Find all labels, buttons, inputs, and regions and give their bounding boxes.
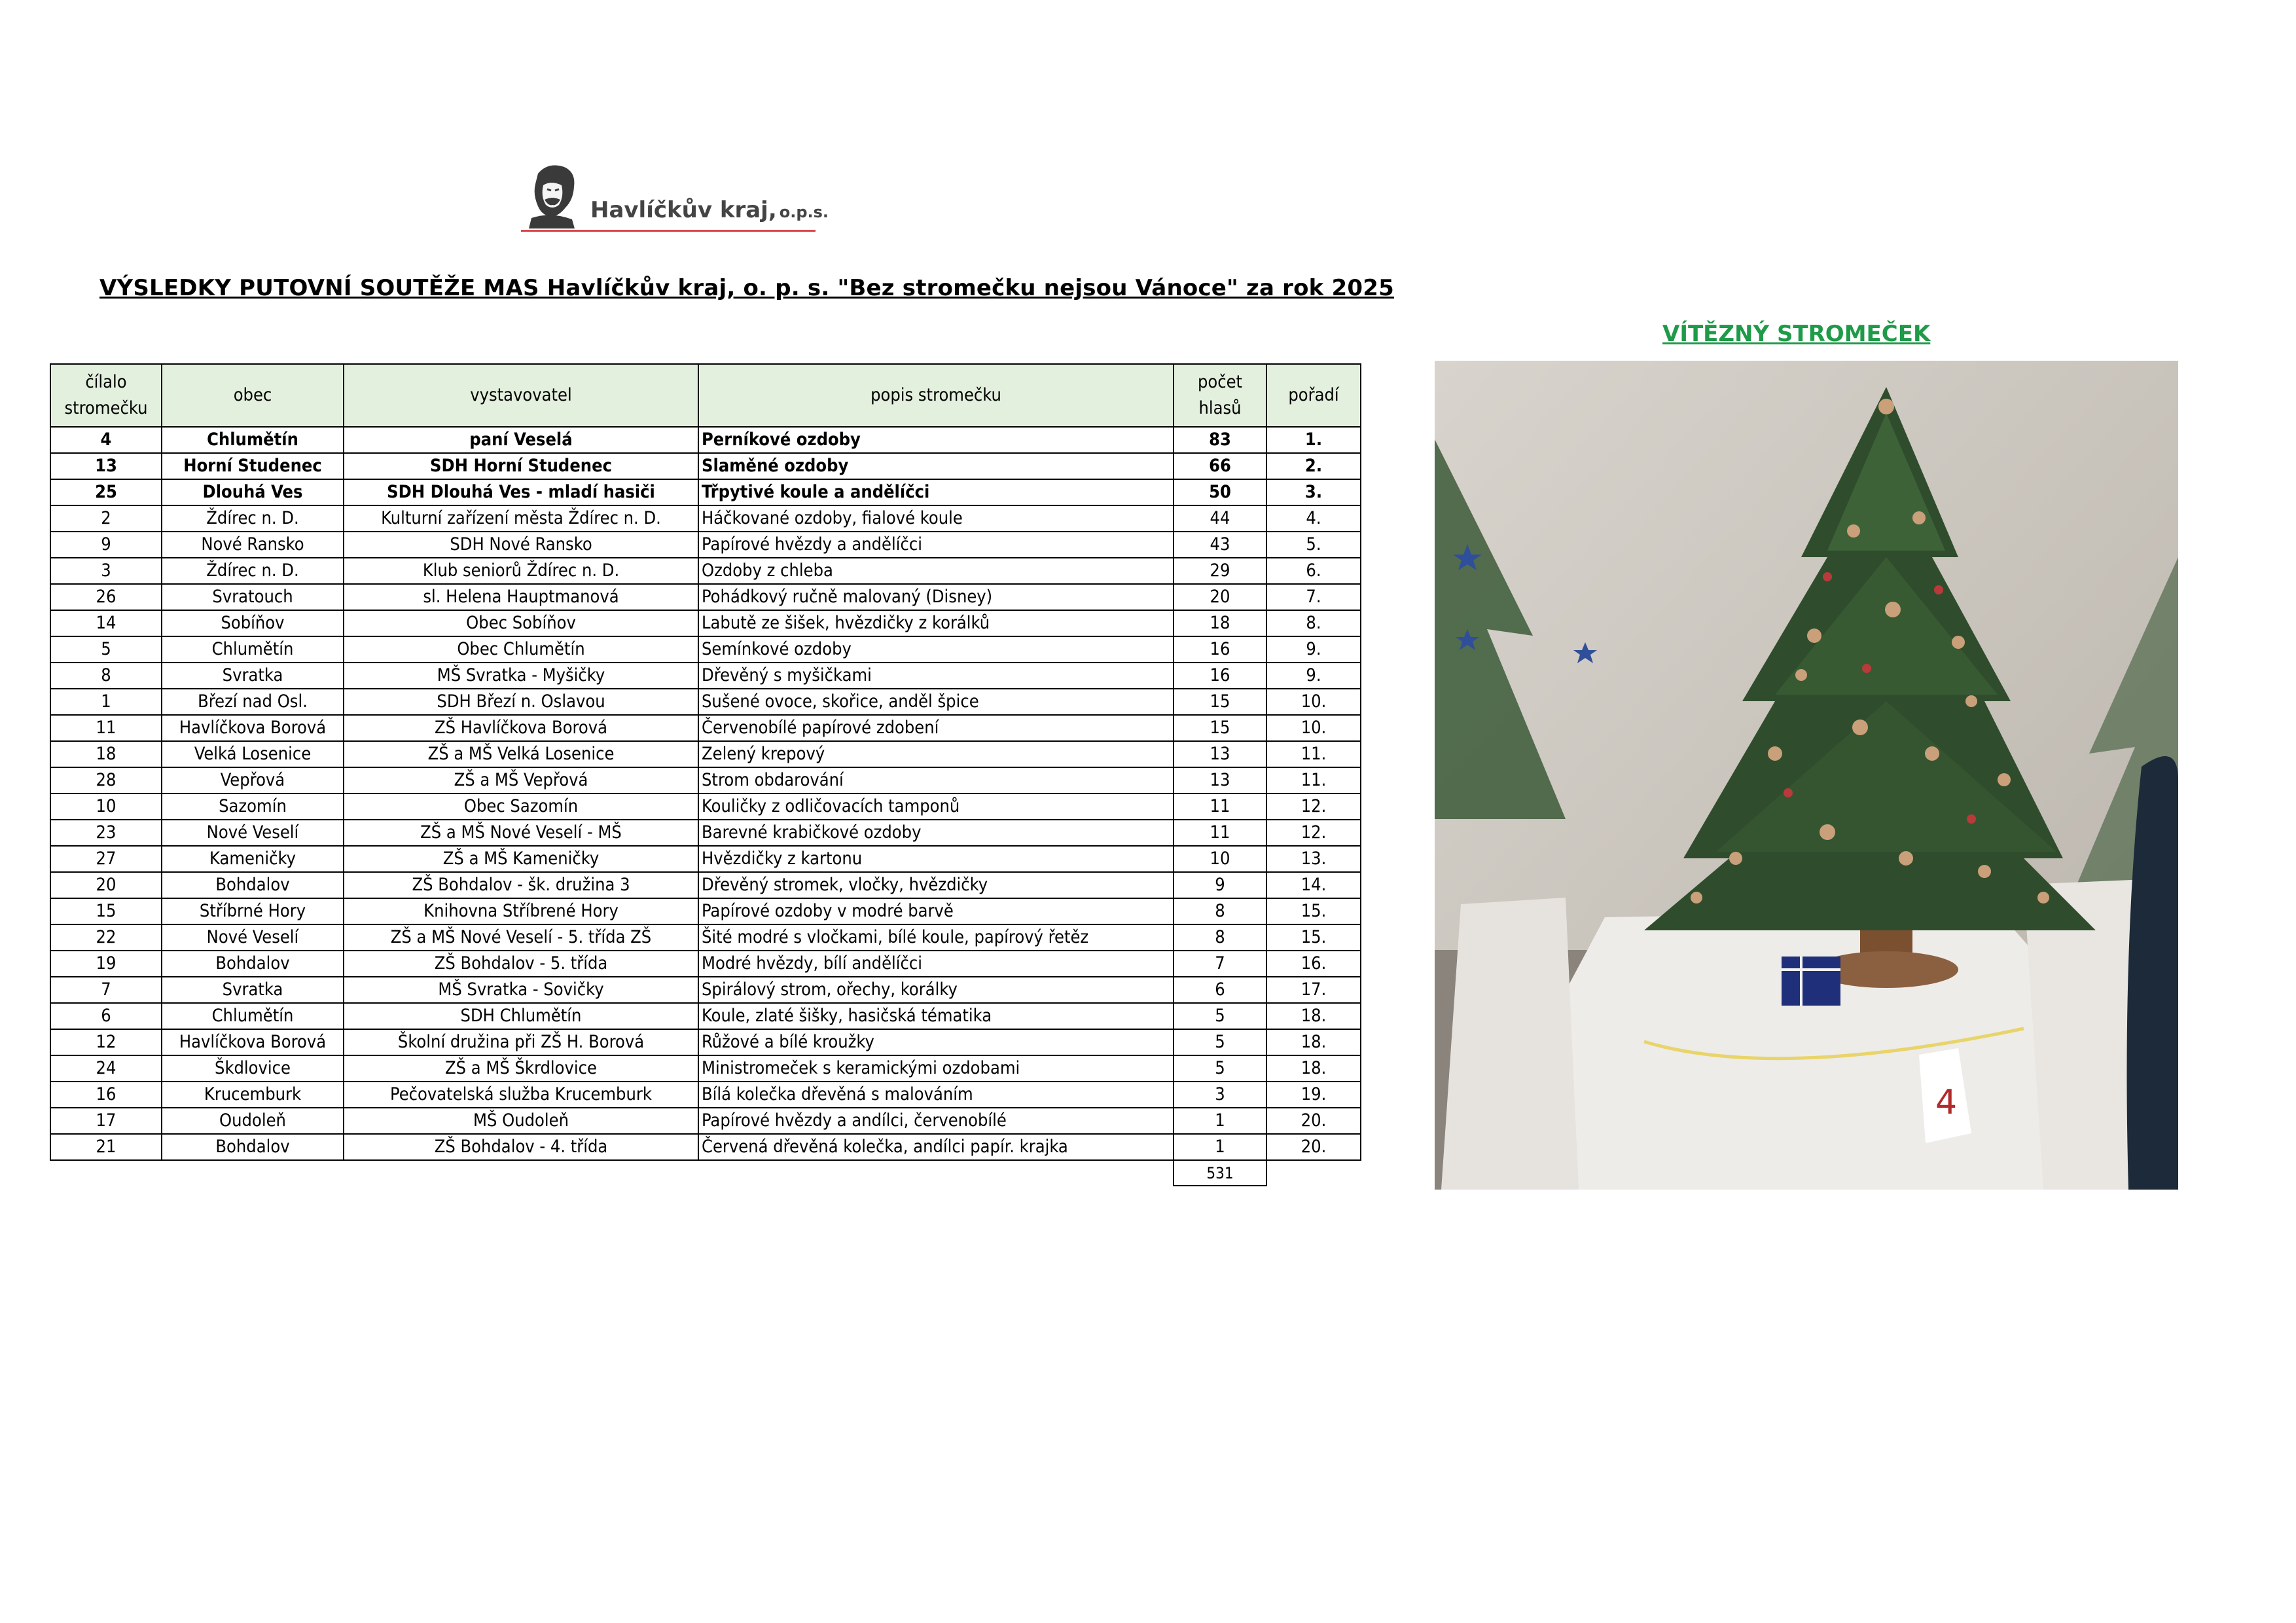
table-row xyxy=(50,898,1361,924)
table-row xyxy=(50,505,1361,532)
cell-popis: Bílá kolečka dřevěná s malováním xyxy=(698,1082,1174,1108)
table-row xyxy=(50,977,1361,1003)
logo-underline xyxy=(521,230,816,232)
cell-vystavovatel: Obec Chlumětín xyxy=(344,636,698,663)
cell-poradi: 15. xyxy=(1266,924,1361,951)
cell-vystavovatel: SDH Chlumětín xyxy=(344,1003,698,1029)
table-header-row xyxy=(50,364,1361,427)
cell-vystavovatel: SDH Dlouhá Ves - mladí hasiči xyxy=(344,479,698,505)
cell-hlasy: 43 xyxy=(1174,532,1266,558)
cell-popis: Kouličky z odličovacích tamponů xyxy=(698,793,1174,820)
cell-cislo: 21 xyxy=(50,1134,162,1160)
cell-hlasy: 8 xyxy=(1174,924,1266,951)
total-votes: 531 xyxy=(1174,1160,1266,1186)
cell-popis: Perníkové ozdoby xyxy=(698,427,1174,453)
cell-vystavovatel: ZŠ Bohdalov - šk. družina 3 xyxy=(344,872,698,898)
header-hlasy: počet hlasů xyxy=(1174,364,1266,427)
cell-hlasy: 5 xyxy=(1174,1055,1266,1082)
cell-hlasy: 6 xyxy=(1174,977,1266,1003)
cell-cislo: 9 xyxy=(50,532,162,558)
cell-hlasy: 11 xyxy=(1174,793,1266,820)
cell-hlasy: 20 xyxy=(1174,584,1266,610)
cell-obec: Chlumětín xyxy=(162,427,344,453)
table-row xyxy=(50,820,1361,846)
cell-poradi: 4. xyxy=(1266,505,1361,532)
header-popis: popis stromečku xyxy=(698,364,1174,427)
cell-popis: Šité modré s vločkami, bílé koule, papírový řetěz xyxy=(698,924,1174,951)
cell-obec: Oudoleň xyxy=(162,1108,344,1134)
table-row xyxy=(50,1134,1361,1160)
cell-poradi: 5. xyxy=(1266,532,1361,558)
cell-popis: Ozdoby z chleba xyxy=(698,558,1174,584)
table-row xyxy=(50,558,1361,584)
cell-hlasy: 83 xyxy=(1174,427,1266,453)
cell-popis: Třpytivé koule a andělíčci xyxy=(698,479,1174,505)
cell-popis: Ministromeček s keramickými ozdobami xyxy=(698,1055,1174,1082)
cell-poradi: 17. xyxy=(1266,977,1361,1003)
cell-obec: Chlumětín xyxy=(162,636,344,663)
cell-cislo: 10 xyxy=(50,793,162,820)
cell-popis: Pohádkový ručně malovaný (Disney) xyxy=(698,584,1174,610)
cell-hlasy: 5 xyxy=(1174,1029,1266,1055)
cell-hlasy: 13 xyxy=(1174,767,1266,793)
cell-cislo: 7 xyxy=(50,977,162,1003)
cell-vystavovatel: MŠ Svratka - Sovičky xyxy=(344,977,698,1003)
cell-poradi: 10. xyxy=(1266,689,1361,715)
cell-cislo: 1 xyxy=(50,689,162,715)
cell-obec: Sazomín xyxy=(162,793,344,820)
cell-popis: Papírové ozdoby v modré barvě xyxy=(698,898,1174,924)
cell-obec: Dlouhá Ves xyxy=(162,479,344,505)
cell-popis: Modré hvězdy, bílí andělíčci xyxy=(698,951,1174,977)
cell-popis: Sušené ovoce, skořice, anděl špice xyxy=(698,689,1174,715)
cell-poradi: 7. xyxy=(1266,584,1361,610)
table-row xyxy=(50,1003,1361,1029)
cell-hlasy: 13 xyxy=(1174,741,1266,767)
cell-obec: Bohdalov xyxy=(162,872,344,898)
table-row xyxy=(50,689,1361,715)
cell-poradi: 18. xyxy=(1266,1003,1361,1029)
header-vystavovatel: vystavovatel xyxy=(344,364,698,427)
cell-popis: Papírové hvězdy a andělíčci xyxy=(698,532,1174,558)
cell-cislo: 22 xyxy=(50,924,162,951)
cell-popis: Strom obdarování xyxy=(698,767,1174,793)
table-row xyxy=(50,793,1361,820)
cell-cislo: 4 xyxy=(50,427,162,453)
cell-vystavovatel: SDH Březí n. Oslavou xyxy=(344,689,698,715)
cell-obec: Nové Ransko xyxy=(162,532,344,558)
table-row xyxy=(50,636,1361,663)
total-row xyxy=(50,1160,1361,1186)
cell-hlasy: 18 xyxy=(1174,610,1266,636)
cell-obec: Horní Studenec xyxy=(162,453,344,479)
cell-poradi: 18. xyxy=(1266,1029,1361,1055)
cell-popis: Spirálový strom, ořechy, korálky xyxy=(698,977,1174,1003)
table-row xyxy=(50,1108,1361,1134)
cell-poradi: 9. xyxy=(1266,636,1361,663)
cell-poradi: 2. xyxy=(1266,453,1361,479)
cell-obec: Sobíňov xyxy=(162,610,344,636)
cell-vystavovatel: ZŠ a MŠ Škrdlovice xyxy=(344,1055,698,1082)
cell-popis: Červená dřevěná kolečka, andílci papír. krajka xyxy=(698,1134,1174,1160)
cell-obec: Velká Losenice xyxy=(162,741,344,767)
cell-vystavovatel: ZŠ a MŠ Vepřová xyxy=(344,767,698,793)
cell-hlasy: 10 xyxy=(1174,846,1266,872)
cell-obec: Březí nad Osl. xyxy=(162,689,344,715)
cell-obec: Škdlovice xyxy=(162,1055,344,1082)
cell-poradi: 13. xyxy=(1266,846,1361,872)
cell-poradi: 14. xyxy=(1266,872,1361,898)
cell-obec: Havlíčkova Borová xyxy=(162,715,344,741)
logo-name: Havlíčkův kraj, xyxy=(590,197,777,223)
cell-hlasy: 15 xyxy=(1174,715,1266,741)
cell-obec: Svratouch xyxy=(162,584,344,610)
cell-cislo: 27 xyxy=(50,846,162,872)
cell-vystavovatel: SDH Horní Studenec xyxy=(344,453,698,479)
cell-poradi: 18. xyxy=(1266,1055,1361,1082)
cell-poradi: 20. xyxy=(1266,1108,1361,1134)
cell-vystavovatel: Klub seniorů Ždírec n. D. xyxy=(344,558,698,584)
cell-hlasy: 44 xyxy=(1174,505,1266,532)
table-row xyxy=(50,532,1361,558)
cell-obec: Chlumětín xyxy=(162,1003,344,1029)
cell-vystavovatel: Školní družina při ZŠ H. Borová xyxy=(344,1029,698,1055)
cell-hlasy: 66 xyxy=(1174,453,1266,479)
cell-cislo: 24 xyxy=(50,1055,162,1082)
table-row xyxy=(50,584,1361,610)
cell-obec: Nové Veselí xyxy=(162,924,344,951)
table-row xyxy=(50,767,1361,793)
cell-hlasy: 29 xyxy=(1174,558,1266,584)
header-cislo: čílalo stromečku xyxy=(50,364,162,427)
cell-poradi: 12. xyxy=(1266,793,1361,820)
table-row xyxy=(50,1082,1361,1108)
cell-hlasy: 16 xyxy=(1174,663,1266,689)
cell-obec: Ždírec n. D. xyxy=(162,558,344,584)
cell-vystavovatel: ZŠ Bohdalov - 4. třída xyxy=(344,1134,698,1160)
table-row xyxy=(50,663,1361,689)
cell-vystavovatel: Obec Sobíňov xyxy=(344,610,698,636)
cell-poradi: 9. xyxy=(1266,663,1361,689)
cell-cislo: 17 xyxy=(50,1108,162,1134)
cell-vystavovatel: paní Veselá xyxy=(344,427,698,453)
cell-obec: Vepřová xyxy=(162,767,344,793)
cell-hlasy: 1 xyxy=(1174,1108,1266,1134)
cell-cislo: 18 xyxy=(50,741,162,767)
cell-poradi: 1. xyxy=(1266,427,1361,453)
cell-cislo: 26 xyxy=(50,584,162,610)
cell-vystavovatel: ZŠ a MŠ Velká Losenice xyxy=(344,741,698,767)
cell-obec: Stříbrné Hory xyxy=(162,898,344,924)
cell-popis: Koule, zlaté šišky, hasičská tématika xyxy=(698,1003,1174,1029)
table-row xyxy=(50,741,1361,767)
cell-hlasy: 1 xyxy=(1174,1134,1266,1160)
cell-poradi: 10. xyxy=(1266,715,1361,741)
cell-cislo: 12 xyxy=(50,1029,162,1055)
cell-popis: Hvězdičky z kartonu xyxy=(698,846,1174,872)
cell-popis: Papírové hvězdy a andílci, červenobílé xyxy=(698,1108,1174,1134)
cell-popis: Semínkové ozdoby xyxy=(698,636,1174,663)
cell-hlasy: 3 xyxy=(1174,1082,1266,1108)
results-table xyxy=(50,363,1361,1186)
cell-obec: Svratka xyxy=(162,663,344,689)
cell-popis: Červenobílé papírové zdobení xyxy=(698,715,1174,741)
cell-cislo: 8 xyxy=(50,663,162,689)
cell-hlasy: 11 xyxy=(1174,820,1266,846)
header-poradi: pořadí xyxy=(1266,364,1361,427)
cell-poradi: 8. xyxy=(1266,610,1361,636)
cell-obec: Krucemburk xyxy=(162,1082,344,1108)
cell-vystavovatel: ZŠ Bohdalov - 5. třída xyxy=(344,951,698,977)
cell-poradi: 6. xyxy=(1266,558,1361,584)
cell-vystavovatel: ZŠ a MŠ Nové Veselí - 5. třída ZŠ xyxy=(344,924,698,951)
cell-popis: Dřevěný stromek, vločky, hvězdičky xyxy=(698,872,1174,898)
cell-poradi: 15. xyxy=(1266,898,1361,924)
cell-obec: Kameničky xyxy=(162,846,344,872)
cell-popis: Zelený krepový xyxy=(698,741,1174,767)
cell-poradi: 11. xyxy=(1266,767,1361,793)
cell-cislo: 23 xyxy=(50,820,162,846)
table-row xyxy=(50,610,1361,636)
table-row xyxy=(50,951,1361,977)
cell-poradi: 20. xyxy=(1266,1134,1361,1160)
cell-obec: Bohdalov xyxy=(162,1134,344,1160)
table-row xyxy=(50,872,1361,898)
cell-cislo: 13 xyxy=(50,453,162,479)
cell-vystavovatel: Knihovna Stříbrené Hory xyxy=(344,898,698,924)
organization-logo xyxy=(518,160,829,239)
cell-vystavovatel: sl. Helena Hauptmanová xyxy=(344,584,698,610)
cell-hlasy: 15 xyxy=(1174,689,1266,715)
cell-cislo: 20 xyxy=(50,872,162,898)
tag-number: 4 xyxy=(1935,1083,1958,1122)
table-row xyxy=(50,453,1361,479)
cell-cislo: 11 xyxy=(50,715,162,741)
cell-hlasy: 5 xyxy=(1174,1003,1266,1029)
cell-hlasy: 8 xyxy=(1174,898,1266,924)
cell-vystavovatel: MŠ Svratka - Myšičky xyxy=(344,663,698,689)
cell-popis: Růžové a bílé kroužky xyxy=(698,1029,1174,1055)
cell-cislo: 2 xyxy=(50,505,162,532)
cell-poradi: 19. xyxy=(1266,1082,1361,1108)
cell-vystavovatel: ZŠ a MŠ Kameničky xyxy=(344,846,698,872)
cell-cislo: 14 xyxy=(50,610,162,636)
cell-cislo: 5 xyxy=(50,636,162,663)
cell-cislo: 25 xyxy=(50,479,162,505)
cell-hlasy: 9 xyxy=(1174,872,1266,898)
cell-hlasy: 50 xyxy=(1174,479,1266,505)
cell-cislo: 15 xyxy=(50,898,162,924)
cell-cislo: 16 xyxy=(50,1082,162,1108)
table-row xyxy=(50,427,1361,453)
cell-obec: Ždírec n. D. xyxy=(162,505,344,532)
winner-label: VÍTĚZNÝ STROMEČEK xyxy=(1662,321,1931,347)
page-title: VÝSLEDKY PUTOVNÍ SOUTĚŽE MAS Havlíčkův kraj, o. p. s. "Bez stromečku nejsou Vánoce" za rok 2025 xyxy=(99,275,1394,301)
cell-vystavovatel: SDH Nové Ransko xyxy=(344,532,698,558)
cell-poradi: 3. xyxy=(1266,479,1361,505)
cell-popis: Háčkované ozdoby, fialové koule xyxy=(698,505,1174,532)
cell-vystavovatel: Kulturní zařízení města Ždírec n. D. xyxy=(344,505,698,532)
cell-obec: Bohdalov xyxy=(162,951,344,977)
header-obec: obec xyxy=(162,364,344,427)
cell-popis: Labutě ze šišek, hvězdičky z korálků xyxy=(698,610,1174,636)
cell-vystavovatel: MŠ Oudoleň xyxy=(344,1108,698,1134)
cell-obec: Havlíčkova Borová xyxy=(162,1029,344,1055)
cell-popis: Slaměné ozdoby xyxy=(698,453,1174,479)
cell-obec: Svratka xyxy=(162,977,344,1003)
table-row xyxy=(50,479,1361,505)
cell-cislo: 6 xyxy=(50,1003,162,1029)
table-row xyxy=(50,846,1361,872)
table-row xyxy=(50,1055,1361,1082)
table-row xyxy=(50,924,1361,951)
table-row xyxy=(50,715,1361,741)
cell-cislo: 3 xyxy=(50,558,162,584)
cell-cislo: 19 xyxy=(50,951,162,977)
portrait-logo-icon xyxy=(518,160,584,229)
cell-poradi: 16. xyxy=(1266,951,1361,977)
table-row xyxy=(50,1029,1361,1055)
cell-obec: Nové Veselí xyxy=(162,820,344,846)
cell-popis: Dřevěný s myšičkami xyxy=(698,663,1174,689)
cell-poradi: 12. xyxy=(1266,820,1361,846)
cell-poradi: 11. xyxy=(1266,741,1361,767)
cell-popis: Barevné krabičkové ozdoby xyxy=(698,820,1174,846)
cell-hlasy: 7 xyxy=(1174,951,1266,977)
cell-hlasy: 16 xyxy=(1174,636,1266,663)
cell-cislo: 28 xyxy=(50,767,162,793)
logo-suffix: o.p.s. xyxy=(779,203,829,221)
cell-vystavovatel: ZŠ a MŠ Nové Veselí - MŠ xyxy=(344,820,698,846)
cell-vystavovatel: Pečovatelská služba Krucemburk xyxy=(344,1082,698,1108)
cell-vystavovatel: Obec Sazomín xyxy=(344,793,698,820)
winning-tree-photo xyxy=(1435,361,2178,1190)
cell-vystavovatel: ZŠ Havlíčkova Borová xyxy=(344,715,698,741)
